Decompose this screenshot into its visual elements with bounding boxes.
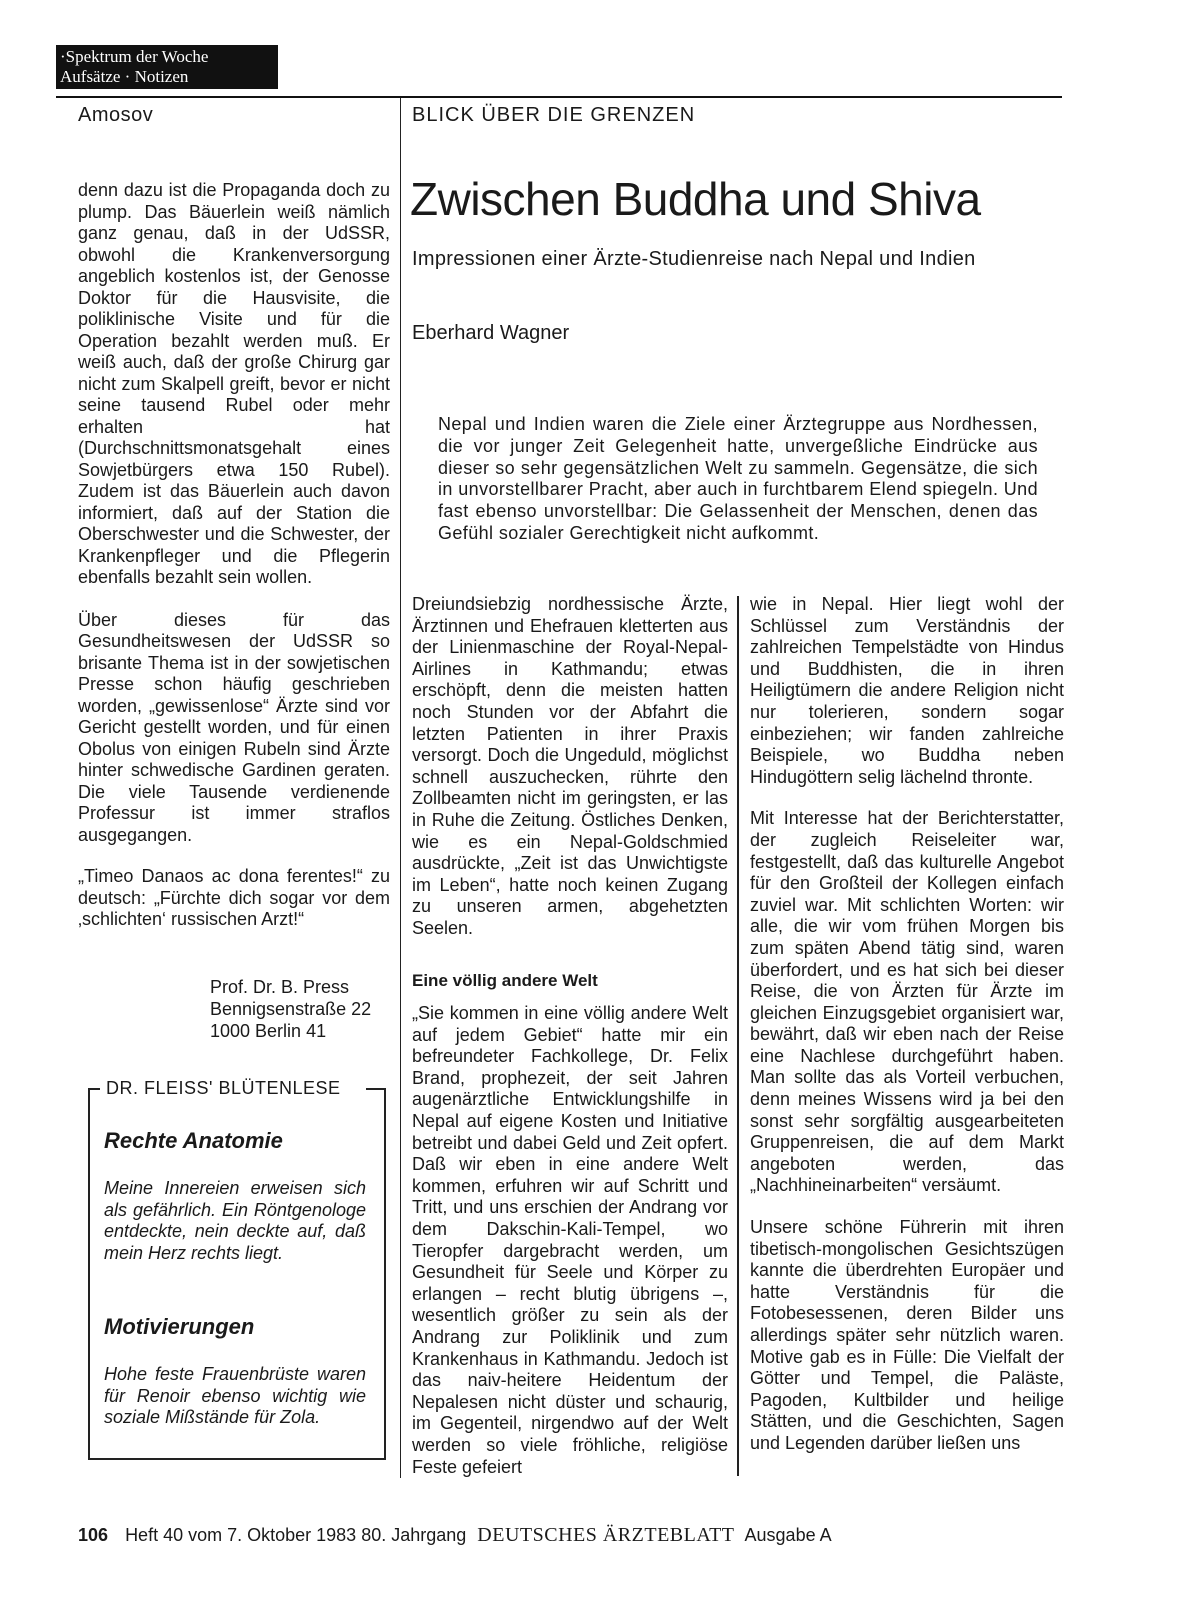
- article-paragraph: Mit Interesse hat der Berichterstatter, der zugleich Reiseleiter war, festgestellt, daß das kulturelle Angebot für den Großteil der Kollegen einfach zuviel war. Mit schlichten Worten: wir alle, die wir vom frühen Morgen bis zum späten Abend tätig sind, waren überfordert, und es hat sich bei dieser Reise, die von Ärzten für Ärzte im gleichen Einzugsgebiet organisiert war, bewährt, daß wir eben nach der Reise eine Nachlese durchgeführt haben. Man sollte das als Vorteil verbuchen, denn meines Wissens wird ja bei den sonst sehr sorgfältig ausgearbeiteten Gruppenreisen, die auf dem Markt angeboten werden, das „Nachhineinarbeiten“ versäumt.: [750, 808, 1064, 1196]
- article-subheading: Eine völlig andere Welt: [412, 970, 598, 990]
- article-column-divider: [737, 596, 739, 1476]
- article-author: Eberhard Wagner: [412, 322, 570, 344]
- article-column-2: [750, 594, 1064, 1455]
- masthead-line-2: Aufsätze · Notizen: [60, 67, 189, 86]
- edition: Ausgabe A: [744, 1525, 832, 1545]
- article-paragraph: Dreiundsiebzig nordhessische Ärzte, Ärztinnen und Ehefrauen kletterten aus der Linienmaschine der Royal-Nepal-Airlines in Kathmandu; etwas erschöpft, denn die meisten hatten noch Stunden vor der Abfahrt die letzten Patienten in ihrer Praxis versorgt. Doch die Ungeduld, möglichst schnell auszuchecken, rührte den Zollbeamten nicht im geringsten, er las in Ruhe die Zeitung. Östliches Denken, wie es ein Nepal-Goldschmied ausdrückte, „Zeit ist das Unwichtigste im Leben“, hatte noch keinen Zugang zu unseren armen, abgehetzten Seelen.: [412, 594, 728, 938]
- article-paragraph: „Sie kommen in eine völlig andere Welt auf jedem Gebiet“ hatte mir ein befreundeter Fachkollege, Dr. Felix Brand, prophezeit, der seit Jahren augenärztliche Entwicklungshilfe in Nepal auf eigene Kosten und Initiative betreibt und dabei Geld und Zeit opfert. Daß wir eben in eine andere Welt kommen, erfuhren wir auf Schritt und Tritt, und uns erschien der Andrang vor dem Dakschin-Kali-Tempel, wo Tieropfer dargebracht werden, um Gesundheit für Seele und Körper zu erlangen – recht blutig übrigens –, wesentlich größer zu sein als der Andrang zur Poliklinik und zum Krankenhaus in Kathmandu. Jedoch ist das naiv-heitere Heidentum der Nepalesen nicht düster und schaurig, im Gegenteil, nirgendwo auf der Welt werden so viele fröhliche, religiöse Feste gefeiert: [412, 1003, 728, 1477]
- article-paragraph: Unsere schöne Führerin mit ihren tibetisch-mongolischen Gesichtszügen kannte die überdrehten Europäer und hatte Verständnis für die Fotobesessenen, deren Bilder uns allerdings später sehr nützlich waren. Motive gab es in Fülle: Die Vielfalt der Götter und Tempel, die Paläste, Pagoden, Kultbilder und heilige Stätten, und die Geschichten, Sagen und Legenden darüber ließen uns: [750, 1217, 1064, 1453]
- left-paragraph: Über dieses für das Gesundheitswesen der UdSSR so brisante Thema ist in der sowjetischen Presse schon häufig geschrieben worden, „gewissenlose“ Ärzte sind vor Gericht gestellt worden, und für einen Obolus von einigen Rubeln sind Ärzte hinter schwedische Gardinen geraten. Die viele Tausende verdienende Professur ist immer straflos ausgegangen.: [78, 609, 390, 845]
- column-divider: [400, 98, 401, 1478]
- left-text-block: [78, 180, 390, 931]
- box-heading: Motivierungen: [104, 1314, 255, 1339]
- masthead: [56, 45, 278, 89]
- article-lead: [438, 414, 1038, 545]
- top-rule: [56, 96, 1062, 98]
- article-column-1: [412, 594, 728, 1478]
- box-border-top-left: [88, 1088, 100, 1090]
- box-text: Hohe feste Frauenbrüste waren für Renoir ebenso wichtig wie soziale Mißstände für Zola.: [104, 1364, 366, 1427]
- left-paragraph: denn dazu ist die Propaganda doch zu plump. Das Bäuerlein weiß nämlich ganz genau, daß in der UdSSR, obwohl die Krankenversorgung angeblich kostenlos ist, der Genosse Doktor für die Hausvisite, die poliklinische Visite und für die Operation bezahlt werden muß. Er weiß auch, daß der große Chirurg gar nicht zum Skalpell greift, bevor er nicht seine tausend Rubel oder mehr erhalten hat (Durchschnittsmonatsgehalt eines Sowjetbürgers etwa 150 Rubel). Zudem ist das Bäuerlein auch davon informiert, daß auf der Station die Oberschwester und die Schwester, der Krankenpfleger und die Pflegerin ebenfalls bezahlt sein wollen.: [78, 180, 390, 587]
- signature-city: 1000 Berlin 41: [210, 1021, 327, 1041]
- article-title: Zwischen Buddha und Shiva: [410, 173, 981, 225]
- signature-street: Bennigsenstraße 22: [210, 999, 372, 1019]
- box-border-top-right: [366, 1088, 386, 1090]
- article-paragraph: wie in Nepal. Hier liegt wohl der Schlüssel zum Verständnis der zahlreichen Tempelstädte von Hindus und Buddhisten, die in ihren Heiligtümern die andere Religion nicht nur tolerieren, sondern sogar einbeziehen; wir fanden zahlreiche Beispiele, wo Buddha neben Hindugöttern selig lächelnd thronte.: [750, 594, 1064, 787]
- left-paragraph: „Timeo Danaos ac dona ferentes!“ zu deutsch: „Fürchte dich sogar vor dem ‚schlichten‘ russischen Arzt!“: [78, 866, 390, 929]
- running-author: Amosov: [78, 104, 154, 126]
- issue-info: Heft 40 vom 7. Oktober 1983 80. Jahrgang: [125, 1525, 467, 1545]
- masthead-line-1: ·Spektrum der Woche: [60, 47, 209, 66]
- page-footer: [78, 1524, 832, 1547]
- page-number: 106: [78, 1525, 109, 1545]
- box-heading: Rechte Anatomie: [104, 1128, 283, 1153]
- signature: [210, 976, 371, 1042]
- box-label: DR. FLEISS' BLÜTENLESE: [106, 1078, 341, 1098]
- journal-name: DEUTSCHES ÄRZTEBLATT: [477, 1524, 735, 1546]
- box-text: Meine Innereien erweisen sich als gefährlich. Ein Röntgenologe entdeckte, nein deckte auf, daß mein Herz rechts liegt.: [104, 1178, 366, 1263]
- section-label: BLICK ÜBER DIE GRENZEN: [412, 104, 696, 126]
- article-subtitle: Impressionen einer Ärzte-Studienreise nach Nepal und Indien: [412, 248, 976, 270]
- bluetenlese-box: [88, 1080, 386, 1460]
- lead-paragraph: Nepal und Indien waren die Ziele einer Ärztegruppe aus Nordhessen, die vor junger Zeit Gelegenheit hatte, unvergeßliche Eindrücke aus dieser so sehr gegensätzlichen Welt zu sammeln. Gegensätze, die sich in unvorstellbarer Pracht, aber auch in furchtbarem Elend spiegeln. Und fast ebenso unvorstellbar: Die Gelassenheit der Menschen, denen das Gefühl sozialer Gerechtigkeit nicht aufkommt.: [438, 414, 1038, 543]
- signature-name: Prof. Dr. B. Press: [210, 977, 350, 997]
